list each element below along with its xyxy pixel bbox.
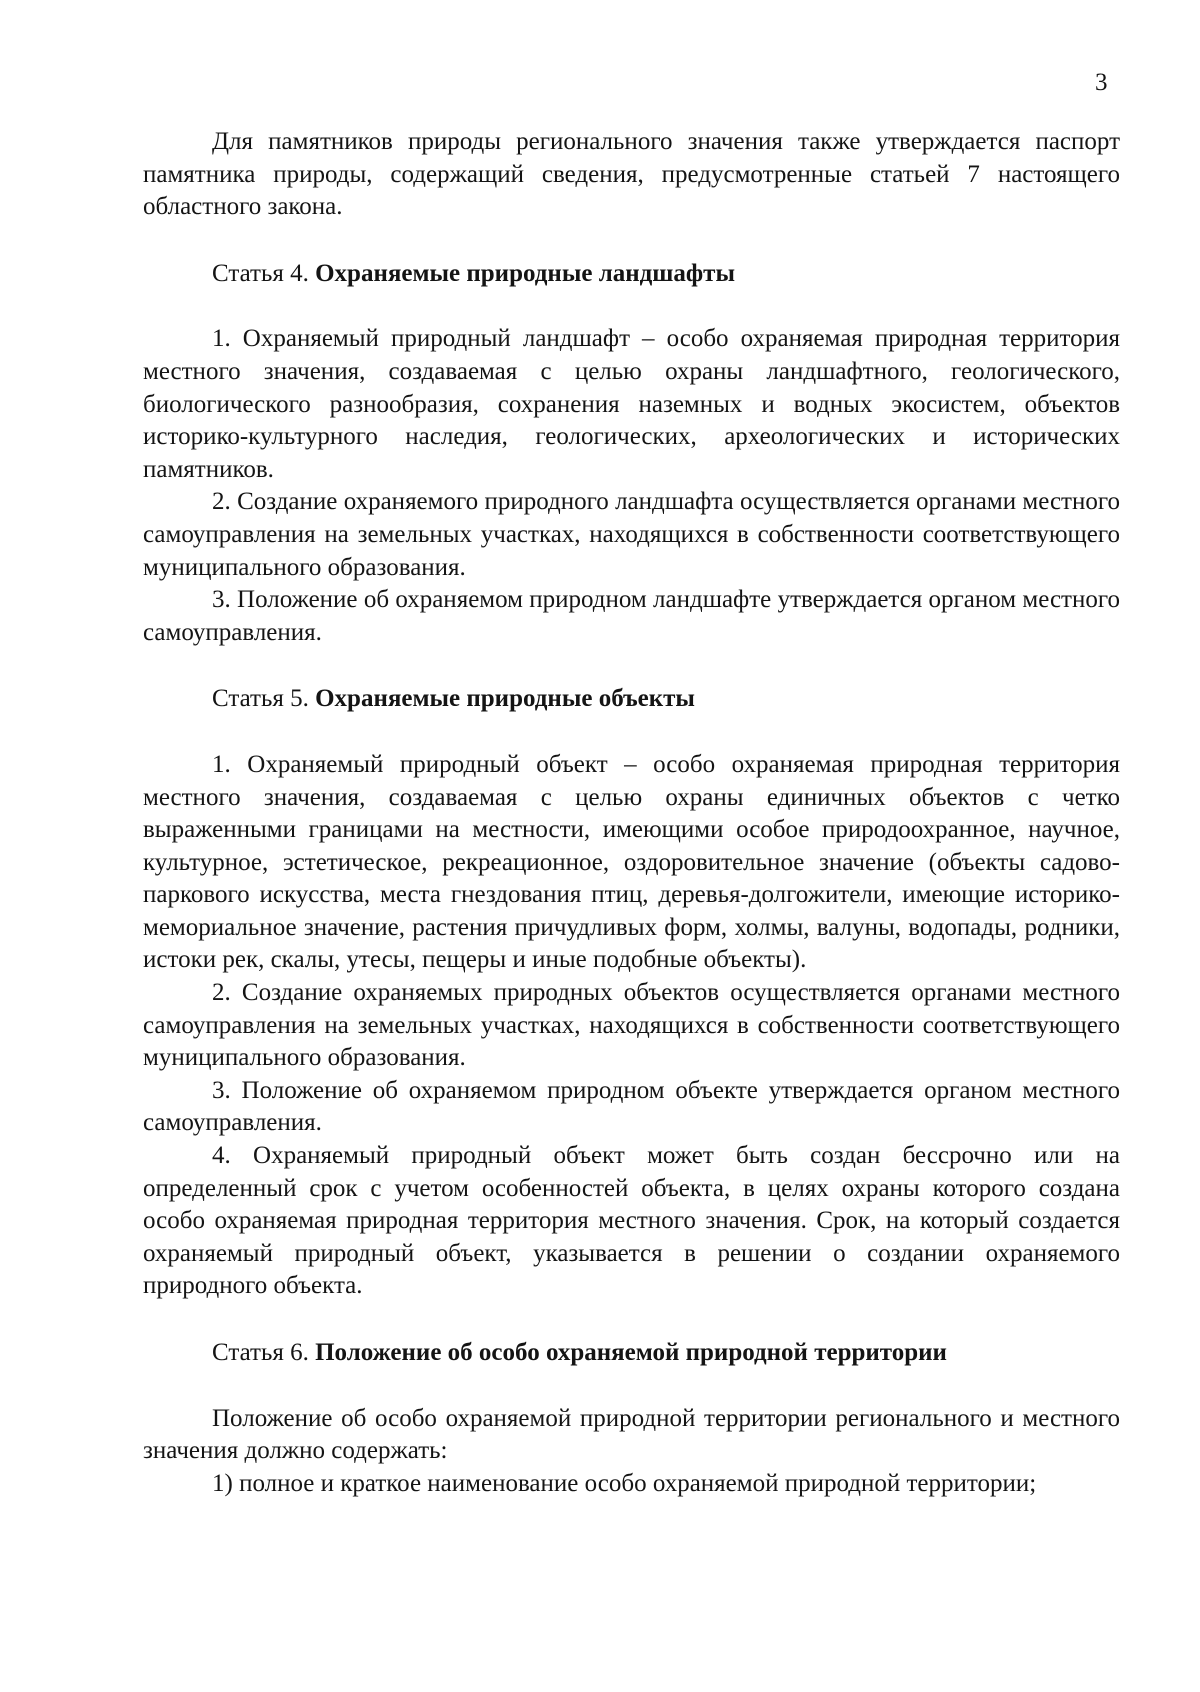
article-paragraph: 2. Создание охраняемого природного ландшафта осуществляется органами местного самоуправления на земельных участках, находящихся в собственности соответствующего муниципального образования. [143,488,1120,581]
article-title: Охраняемые природные ландшафты [315,259,735,287]
article-paragraph: 4. Охраняемый природный объект может быть создан бессрочно или на определенный срок с учетом особенностей объекта, в целях охраны которого создана особо охраняемая природная территория местного значения. Срок, на который создается охраняемый природный объект, указывается в решении о создании охраняемого природного объекта. [143,1142,1120,1300]
article-paragraph: 1. Охраняемый природный ландшафт – особо охраняемая природная территория местного значения, создаваемая с целью охраны ландшафтного, геологического, биологического разнообразия, сохранения наземных и водных экосистем, объектов историко-культурного наследия, геологических, археологических и исторических памятников. [143,325,1120,483]
article-paragraph: 2. Создание охраняемых природных объектов осуществляется органами местного самоуправления на земельных участках, находящихся в собственности соответствующего муниципального образования. [143,979,1120,1072]
article-4 [143,258,1120,650]
article-paragraph: Положение об особо охраняемой природной территории регионального и местного значения должно содержать: [143,1404,1120,1465]
article-paragraph: 1) полное и краткое наименование особо охраняемой природной территории; [212,1469,1037,1497]
article-number: Статья 4. [212,259,309,287]
document-body [143,126,1120,1500]
article-5 [143,683,1120,1303]
article-6 [143,1337,1120,1500]
article-heading [143,1337,1120,1370]
article-title: Охраняемые природные объекты [315,685,695,713]
page-number: 3 [1095,69,1108,96]
article-number: Статья 6. [212,1339,309,1366]
article-paragraph: 3. Положение об охраняемом природном объекте утверждается органом местного самоуправления. [143,1076,1120,1137]
article-paragraph: 3. Положение об охраняемом природном ландшафте утверждается органом местного самоуправления. [143,586,1120,646]
article-paragraph: 1. Охраняемый природный объект – особо охраняемая природная территория местного значения, создаваемая с целью охраны единичных объектов с четко выраженными границами на местности, имеющими особое природоохранное, научное, культурное, эстетическое, рекреационное, оздоровительное значение (объекты садово-паркового искусства, места гнездования птиц, деревья-долгожители, имеющие историко-мемориальное значение, растения причудливых форм, холмы, валуны, водопады, родники, истоки рек, скалы, утесы, пещеры и иные подобные объекты). [143,750,1120,974]
article-number: Статья 5. [212,685,309,713]
intro-paragraph: Для памятников природы регионального значения также утверждается паспорт памятника природы, содержащий сведения, предусмотренные статьей 7 настоящего областного закона. [143,128,1120,221]
article-heading [143,258,1120,291]
article-heading [143,683,1120,716]
article-title: Положение об особо охраняемой природной территории [315,1339,947,1366]
